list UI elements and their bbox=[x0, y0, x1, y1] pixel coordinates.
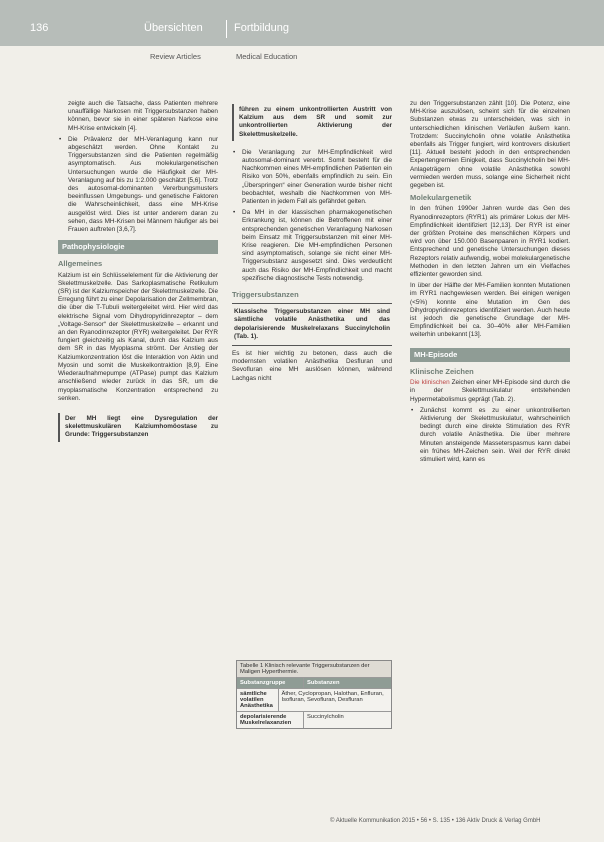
table-cell: sämtliche volatilen Anästhetika bbox=[237, 689, 279, 711]
heading-allgemeines: Allgemeines bbox=[58, 259, 103, 269]
table-row bbox=[237, 688, 391, 711]
sub-right: Medical Education bbox=[236, 52, 298, 61]
col3-p4-rest: Zeichen einer MH-Episode sind durch die in der Skelettmuskulatur entstehenden Hypermetabolismus geprägt (Tab. 2). bbox=[410, 379, 570, 403]
header-bar bbox=[0, 0, 604, 46]
table-row bbox=[237, 711, 391, 728]
col3-p1: zu den Triggersubstanzen zählt [10]. Die Potenz, eine MH-Krise auszulösen, scheint sich für die einzelnen Substanzen etwas zu unterscheiden, was sich in unterschiedlichen klinischen Verläufen äußern kann. Trotzdem: Succinylcholin ohne volatile Anästhetika ebenfalls als Trigger fungiert, wird kontrovers diskutiert [11]. Aktuell besteht jedoch in den entsprechenden Expertengremien Einigkeit, dass Succinylcholin bei MH-Anlageträgern ohne volatile Anästhetika sowohl vermieden werden muss, solange eine Sicherheit nicht gegeben ist. bbox=[410, 100, 570, 190]
col2-paragraph: Es ist hier wichtig zu betonen, dass auch die modernsten volatilen Anästhetika Desfluran und Sevofluran eine MH auslösen können, während Lachgas nicht bbox=[232, 350, 392, 382]
heading-klinische-zeichen: Klinische Zeichen bbox=[410, 366, 474, 376]
section-title: Übersichten bbox=[144, 22, 203, 34]
header-divider bbox=[226, 20, 227, 38]
highlight-text: Die klinischen bbox=[410, 379, 450, 387]
col1-box: Der MH liegt eine Dysregulation der skelettmuskulären Kalziumhomöostase zu Grunde: Triggersubstanzen bbox=[58, 413, 218, 442]
col2-box: führen zu einem unkontrollierten Austritt von Kalzium aus dem SR und somit zur unkontrollierten Aktivierung der Skelettmuskelzelle. bbox=[232, 104, 392, 141]
col2-bullet-2: • Da MH in der klassischen pharmakogenetischen Erkrankung ist, können die Betroffenen mit einer entsprechenden genetischen Veranlagung Narkosen beim Einsatz mit Triggersubstanzen mit einer MH-Krise reagieren. Die MH-empfindlichen Personen sind asymptomatisch, solange sie nicht einer MH-Triggersubstanz ausgesetzt sind. Dies verdeutlicht auch das Risiko der MH-Empfindlichkeit und macht spezifische diagnostische Tests notwendig. bbox=[232, 209, 392, 283]
table-1 bbox=[236, 660, 392, 729]
col1-paragraph: Kalzium ist ein Schlüsselelement für die Aktivierung der Skelettmuskelzelle. Das Sarkoplasmatische Retikulum (SR) ist der Kalziumspeicher der Skelettmuskelzelle. Die Erregung führt zu einer Depolarisation der Zellmembran, die über die T-Tubuli weitergeleitet wird. Hier wird das elektrische Signal vom Dihydropyridinrezeptor – dem „Voltage-Sensor“ der Skelettmuskelzelle – erkannt und an den Ryanodinrezeptor (RYR) weitergeleitet. Der RYR fungiert gleichzeitig als Kanal, durch das Kalzium aus dem SR in das Myoplasma strömt. Der Anstieg der Kalziumkonzentration löst die Interaktion von Aktin und Myosin und somit die Muskelkontraktion [8,9]. Eine Wiederaufnahmepumpe (ATPase) pumpt das Kalzium anschließend wieder zurück in das SR, um die myoplasmatische Konzentration entsprechend zu senken. bbox=[58, 271, 218, 402]
col3-p2: In den frühen 1990er Jahren wurde das Gen des Ryanodinrezeptors (RYR1) als primärer Lokus der MH-Empfindlichkeit identifiziert [12,13]. Der RYR ist einer der größten Proteine des menschlichen Körpers und wird von über 150.000 Basenpaaren in RYR1 kodiert. Entsprechend und genetische Untersuchungen dieses Rezeptors relativ aufwendig, wobei molekulargenetische Methoden in den letzten Jahren um ein Vielfaches effizienter geworden sind. bbox=[410, 205, 570, 279]
table-header bbox=[237, 677, 391, 688]
column-2 bbox=[232, 100, 392, 386]
table-header-col2: Substanzen bbox=[307, 680, 340, 686]
table-cell: Succinylcholin bbox=[307, 714, 344, 720]
footer: © Aktuelle Kommunikation 2015 • 56 • S. 135 • 136 Aktiv Druck & Verlag GmbH bbox=[330, 818, 541, 824]
heading-triggersubstanzen: Triggersubstanzen bbox=[232, 290, 299, 300]
col1-bullet: • Die Prävalenz der MH-Veranlagung kann nur abgeschätzt werden. Ohne Kontakt zu Triggersubstanzen sind die Patienten regelmäßig asymptomatisch. Aus molekulargenetischen Untersuchungen wurde die Häufigkeit der MH-Veranlagung auf bis zu 1:2.000 geschätzt [5,6]. Trotz des autosomal-dominanten Vererbungsmusters beeinflussen Umgebungs- und genetische Faktoren die Wahrscheinlichkeit, dass eine MH-Krise ausgelöst wird. Dies ist unter anderem daran zu sehen, dass MH-Krisen bei Männern häufiger als bei Frauen auftreten [3,6,7]. bbox=[58, 136, 218, 234]
heading-molekulargenetik: Molekulargenetik bbox=[410, 193, 472, 203]
sub-left: Review Articles bbox=[150, 52, 201, 61]
col2-box2: Klassische Triggersubstanzen einer MH sind sämtliche volatile Anästhetika und das depolarisierende Muskelrelaxans Succinylcholin (Tab. 1). bbox=[232, 303, 392, 346]
column-3 bbox=[410, 100, 570, 467]
band-pathophysiologie: Pathophysiologie bbox=[58, 240, 218, 254]
page-number: 136 bbox=[30, 22, 49, 34]
col2-bullet-1: • Die Veranlagung zur MH-Empfindlichkeit wird autosomal-dominant vererbt. Somit besteht für die Nachkommen eines MH-empfindlichen Patienten ein Risiko von 50%, ebenfalls empfindlich zu sein. Ein „Überspringen“ einer Generation wurde bisher nicht beobachtet, weshalb die Nachkommen von MH-Patienten in jedem Fall als gefährdet gelten. bbox=[232, 149, 392, 206]
table-cell: depolarisierende Muskelrelaxanzien bbox=[237, 712, 304, 728]
col3-p3: In über der Hälfte der MH-Familien konnten Mutationen im RYR1 nachgewiesen werden. Bei einigen wenigen (<5%) konnte eine Mutation im Gen des Dihydropyridinrezeptors identifiziert werden. Auch heute ist jedoch die genetische Grundlage der MH-Empfindlichkeit bei ca. 30–40% aller MH-Familien weiterhin unbekannt [13]. bbox=[410, 282, 570, 339]
table-title: Tabelle 1 Klinisch relevante Triggersubstanzen der Maligen Hyperthermie. bbox=[237, 661, 391, 677]
col1-intro: zeigte auch die Tatsache, dass Patienten mehrere unauffällige Narkosen mit Triggersubstanzen haben können, bevor sie in einer späteren Narkose eine MH-Krise entwickeln [4]. bbox=[68, 100, 218, 132]
column-1 bbox=[58, 100, 218, 446]
col3-bullet: • Zunächst kommt es zu einer unkontrollierten Aktivierung der Skelettmuskulatur, wahrscheinlich bedingt durch eine direkte Stimulation des RYR durch volatile Anästhetika. Die über mehrere Minuten ansteigende Masseterspasmus kann dabei ein frühes MH-Zeichen sein. Weil der RYR direkt stimuliert wird, kann es bbox=[410, 407, 570, 464]
table-cell: Äther, Cyclopropan, Halothan, Enfluran, Isofluran, Sevofluran, Desfluran bbox=[281, 691, 384, 703]
col3-p4 bbox=[410, 379, 570, 404]
band-mh-episode: MH-Episode bbox=[410, 348, 570, 362]
table-header-col1: Substanzgruppe bbox=[237, 678, 304, 688]
category-title: Fortbildung bbox=[234, 22, 290, 34]
